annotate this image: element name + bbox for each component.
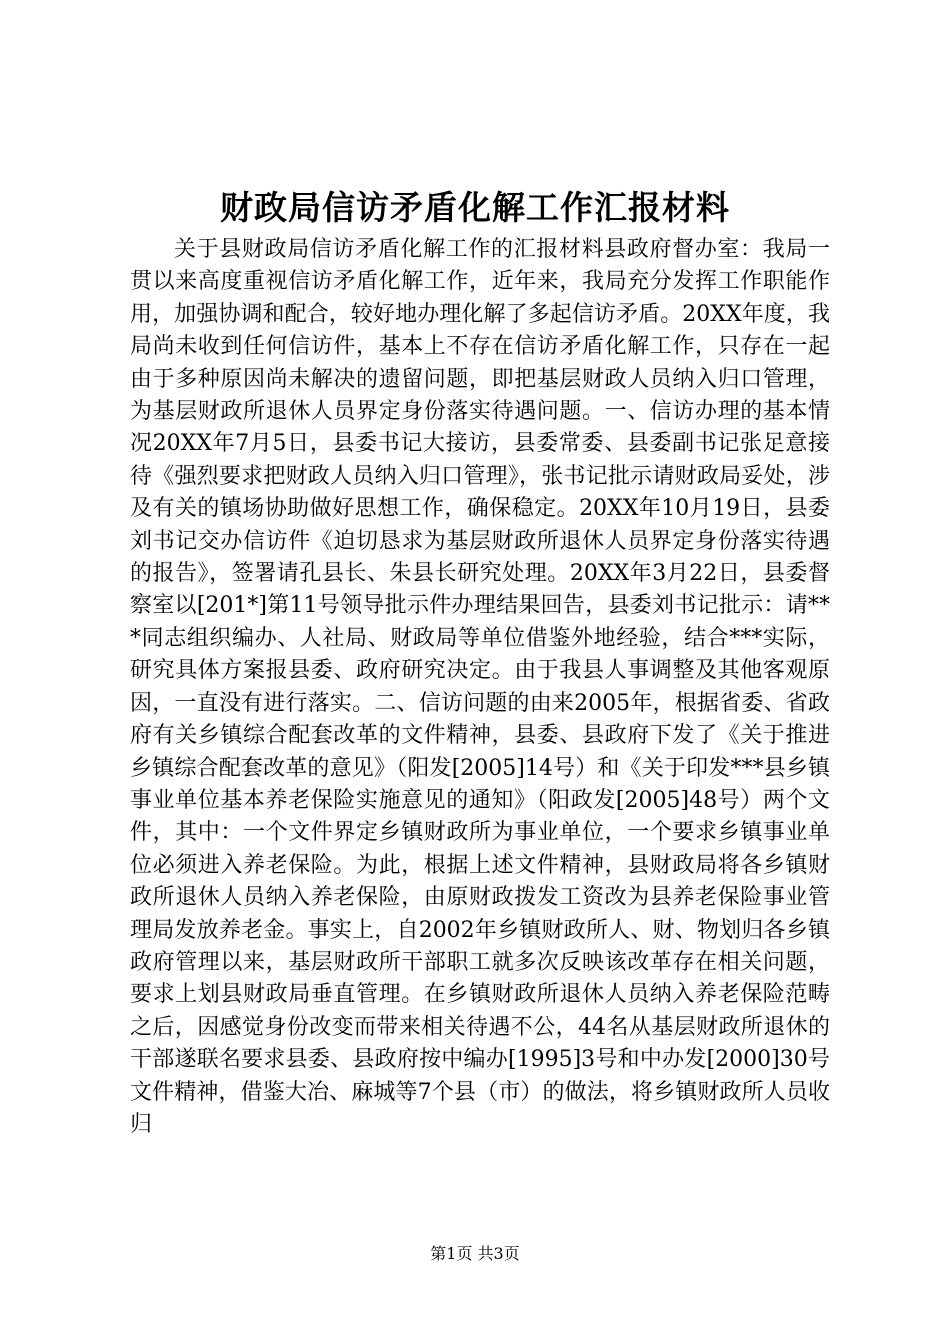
page-number-footer: 第1页 共3页 xyxy=(430,1244,520,1263)
document-title: 财政局信访矛盾化解工作汇报材料 xyxy=(220,188,730,227)
document-body-paragraph: 关于县财政局信访矛盾化解工作的汇报材料县政府督办室：我局一贯以来高度重视信访矛盾化解工作，近年来，我局充分发挥工作职能作用，加强协调和配合，较好地办理化解了多起信访矛盾。20XX年度，我局尚未收到任何信访件，基本上不存在信访矛盾化解工作，只存在一起由于多种原因尚未解决的遗留问题，即把基层财政人员纳入归口管理，为基层财政所退休人员界定身份落实待遇问题。一、信访办理的基本情况20XX年7月5日，县委书记大接访，县委常委、县委副书记张足意接待《强烈要求把财政人员纳入归口管理》，张书记批示请财政局妥处，涉及有关的镇场协助做好思想工作，确保稳定。20XX年10月19日，县委刘书记交办信访件《迫切恳求为基层财政所退休人员界定身份落实待遇的报告》，签署请孔县长、朱县长研究处理。20XX年3月22日，县委督察室以[201*]第11号领导批示件办理结果回告，县委刘书记批示：请***同志组织编办、人社局、财政局等单位借鉴外地经验，结合***实际，研究具体方案报县委、政府研究决定。由于我县人事调整及其他客观原因，一直没有进行落实。二、信访问题的由来2005年，根据省委、省政府有关乡镇综合配套改革的文件精神，县委、县政府下发了《关于推进乡镇综合配套改革的意见》（阳发[2005]14号）和《关于印发***县乡镇事业单位基本养老保险实施意见的通知》（阳政发[2005]48号）两个文件，其中：一个文件界定乡镇财政所为事业单位，一个要求乡镇事业单位必须进入养老保险。为此，根据上述文件精神，县财政局将各乡镇财政所退休人员纳入养老保险，由原财政拨发工资改为县养老保险事业管理局发放养老金。事实上，自2002年乡镇财政所人、财、物划归各乡镇政府管理以来，基层财政所干部职工就多次反映该改革存在相关问题，要求上划县财政局垂直管理。在乡镇财政所退休人员纳入养老保险范畴之后，因感觉身份改变而带来相关待遇不公，44名从基层财政所退休的干部遂联名要求县委、县政府按中编办[1995]3号和中办发[2000]30号文件精神，借鉴大冶、麻城等7个县（市）的做法，将乡镇财政所人员收归 xyxy=(130,237,830,1137)
